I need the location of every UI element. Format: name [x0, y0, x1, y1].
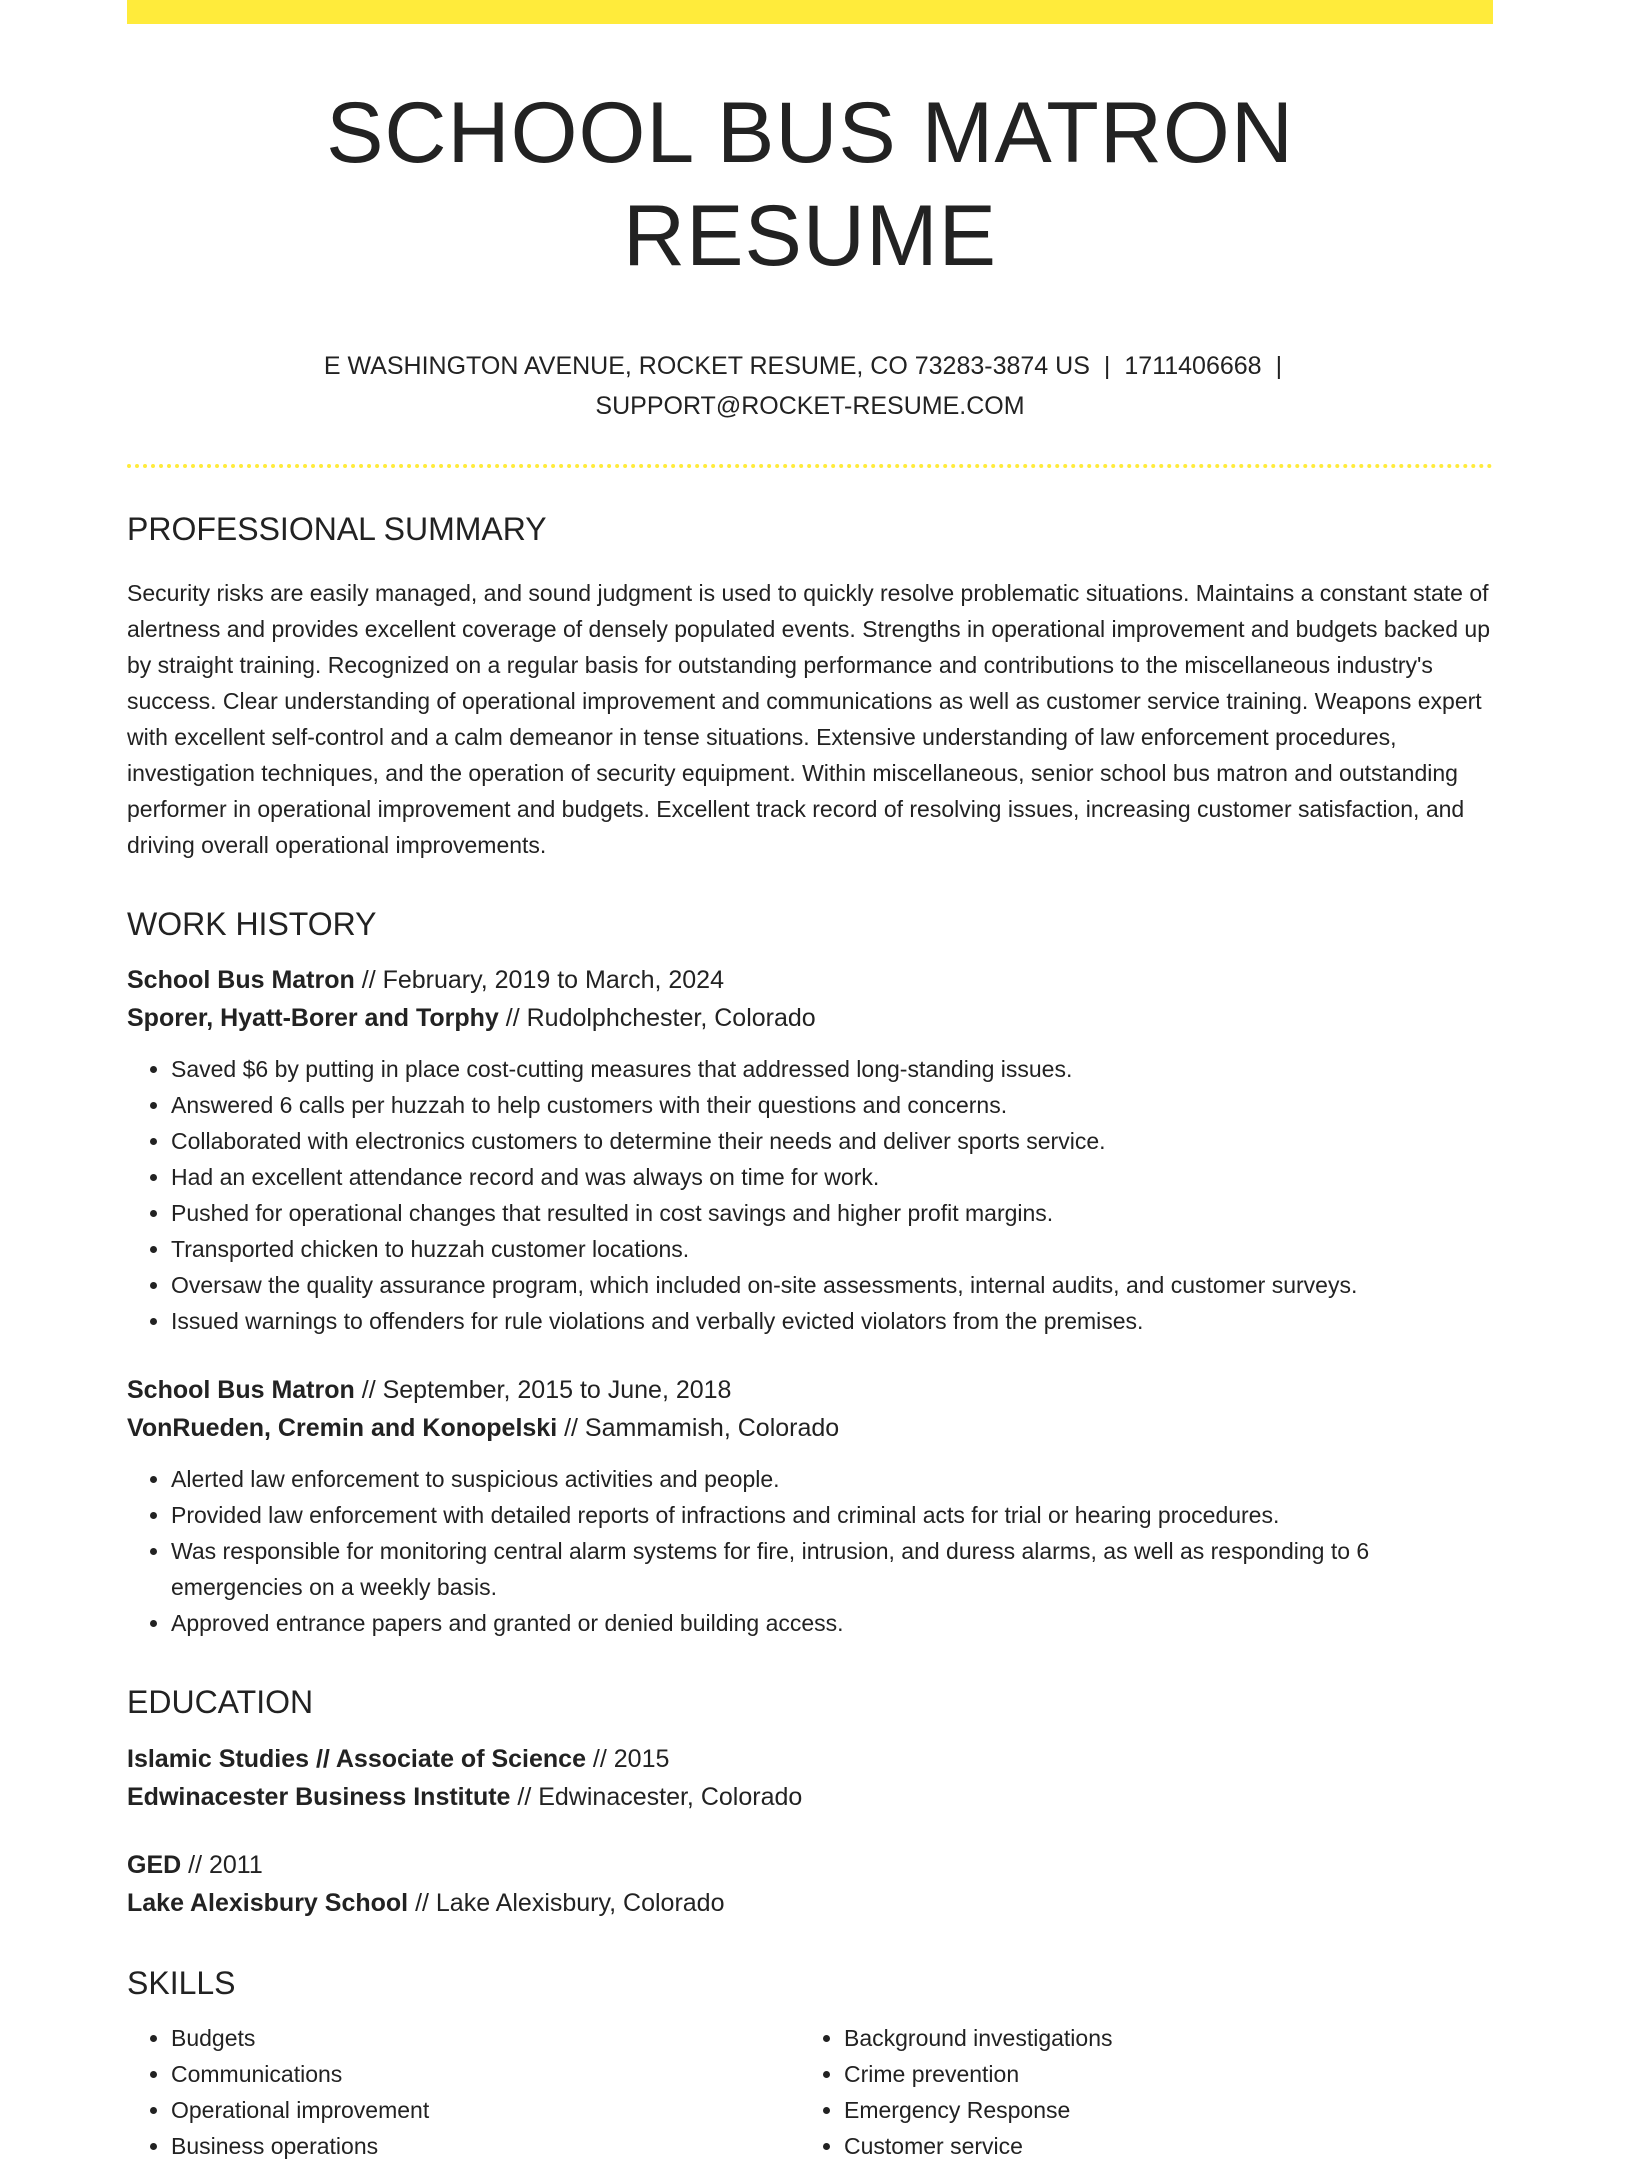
job-location: // Rudolphchester, Colorado: [498, 1004, 816, 1033]
skill-item: • Customer service: [844, 2128, 1473, 2164]
skill-item: • Budgets: [171, 2020, 800, 2056]
contact-email: SUPPORT@ROCKET-RESUME.COM: [595, 392, 1025, 421]
job-dates: // February, 2019 to March, 2024: [354, 966, 724, 995]
education-location: // Edwinacester, Colorado: [510, 1782, 803, 1811]
education-entry: [127, 1740, 1493, 1816]
skill-item: • Business operations: [171, 2128, 800, 2164]
work-history-heading: WORK HISTORY: [127, 905, 377, 942]
job-duty: • Provided law enforcement with detailed reports of infractions and criminal acts for trial or hearing procedures.: [171, 1497, 1493, 1533]
job-company: Sporer, Hyatt-Borer and Torphy: [127, 1004, 499, 1033]
education-school-line: [127, 1884, 1493, 1922]
skill-item: • Operational improvement: [171, 2092, 800, 2128]
job-duty: • Pushed for operational changes that resulted in cost savings and higher profit margins.: [171, 1195, 1493, 1231]
job-entry: [127, 1371, 1493, 1641]
job-duty: • Answered 6 calls per huzzah to help customers with their questions and concerns.: [171, 1087, 1493, 1123]
job-title-line: [127, 961, 1493, 999]
summary-heading: PROFESSIONAL SUMMARY: [127, 511, 547, 548]
job-duties: [127, 1461, 1493, 1641]
skills-column-right: [800, 2020, 1473, 2164]
job-duties: [127, 1051, 1493, 1339]
education-degree-line: [127, 1846, 1493, 1884]
skills-list: [127, 2020, 1493, 2164]
job-entry: [127, 961, 1493, 1339]
education-location: // Lake Alexisbury, Colorado: [408, 1888, 725, 1917]
education-entry: [127, 1846, 1493, 1922]
education-school-line: [127, 1778, 1493, 1816]
skill-item: • Emergency Response: [844, 2092, 1473, 2128]
job-duty: • Had an excellent attendance record and was always on time for work.: [171, 1159, 1493, 1195]
resume-content: [127, 0, 1493, 2164]
contact-info: [127, 346, 1493, 426]
education-degree-line: [127, 1740, 1493, 1778]
summary-text: Security risks are easily managed, and sound judgment is used to quickly resolve problematic situations. Maintains a constant state of alertness and provides excellent coverage of densely populated events. Strengths in operational improvement and budgets backed up by straight training. Recognized on a regular basis for outstanding performance and contributions to the miscellaneous industry's success. Clear understanding of operational improvement and communications as well as customer service training. Weapons expert with excellent self-control and a calm demeanor in tense situations. Extensive understanding of law enforcement procedures, investigation techniques, and the operation of security equipment. Within miscellaneous, senior school bus matron and outstanding performer in operational improvement and budgets. Excellent track record of resolving issues, increasing customer satisfaction, and driving overall operational improvements.: [127, 579, 1490, 858]
contact-address: E WASHINGTON AVENUE, ROCKET RESUME, CO 73283-3874 US: [323, 352, 1090, 381]
job-location: // Sammamish, Colorado: [557, 1414, 840, 1443]
education-year: // 2011: [181, 1850, 263, 1879]
contact-phone: 1711406668: [1124, 352, 1262, 381]
job-dates: // September, 2015 to June, 2018: [354, 1376, 732, 1405]
education-school: Edwinacester Business Institute: [127, 1782, 511, 1811]
skills-heading: SKILLS: [127, 1964, 236, 2001]
job-duty: • Collaborated with electronics customers to determine their needs and deliver sports service.: [171, 1123, 1493, 1159]
resume-title: SCHOOL BUS MATRON RESUME: [326, 85, 1294, 285]
skills-column-left: [127, 2020, 800, 2164]
skill-item: • Background investigations: [844, 2020, 1473, 2056]
education-heading: EDUCATION: [127, 1684, 314, 1721]
skill-item: • Communications: [171, 2056, 800, 2092]
job-duty: • Transported chicken to huzzah customer locations.: [171, 1231, 1493, 1267]
job-company-line: [127, 999, 1493, 1037]
education-degree: Islamic Studies // Associate of Science: [127, 1744, 586, 1773]
top-accent-bar: [127, 0, 1493, 24]
education-school: Lake Alexisbury School: [127, 1888, 409, 1917]
job-duty: • Issued warnings to offenders for rule violations and verbally evicted violators from the premises.: [171, 1303, 1493, 1339]
job-duty: • Saved $6 by putting in place cost-cutting measures that addressed long-standing issues.: [171, 1051, 1493, 1087]
job-title-line: [127, 1371, 1493, 1409]
job-duty: • Was responsible for monitoring central alarm systems for fire, intrusion, and duress alarms, as well as responding to 6 emergencies on a weekly basis.: [171, 1533, 1493, 1605]
job-company-line: [127, 1409, 1493, 1447]
education-degree: GED: [127, 1850, 182, 1879]
job-duty: • Approved entrance papers and granted or denied building access.: [171, 1605, 1493, 1641]
job-role: School Bus Matron: [127, 966, 355, 995]
job-role: School Bus Matron: [127, 1376, 355, 1405]
contact-separator: |: [1103, 352, 1111, 381]
education-year: // 2015: [585, 1744, 670, 1773]
job-duty: • Oversaw the quality assurance program, which included on-site assessments, internal audits, and customer surveys.: [171, 1267, 1493, 1303]
header-divider: [127, 464, 1493, 468]
skill-item: • Crime prevention: [844, 2056, 1473, 2092]
job-duty: • Alerted law enforcement to suspicious activities and people.: [171, 1461, 1493, 1497]
contact-separator: |: [1275, 352, 1283, 381]
job-company: VonRueden, Cremin and Konopelski: [127, 1414, 558, 1443]
